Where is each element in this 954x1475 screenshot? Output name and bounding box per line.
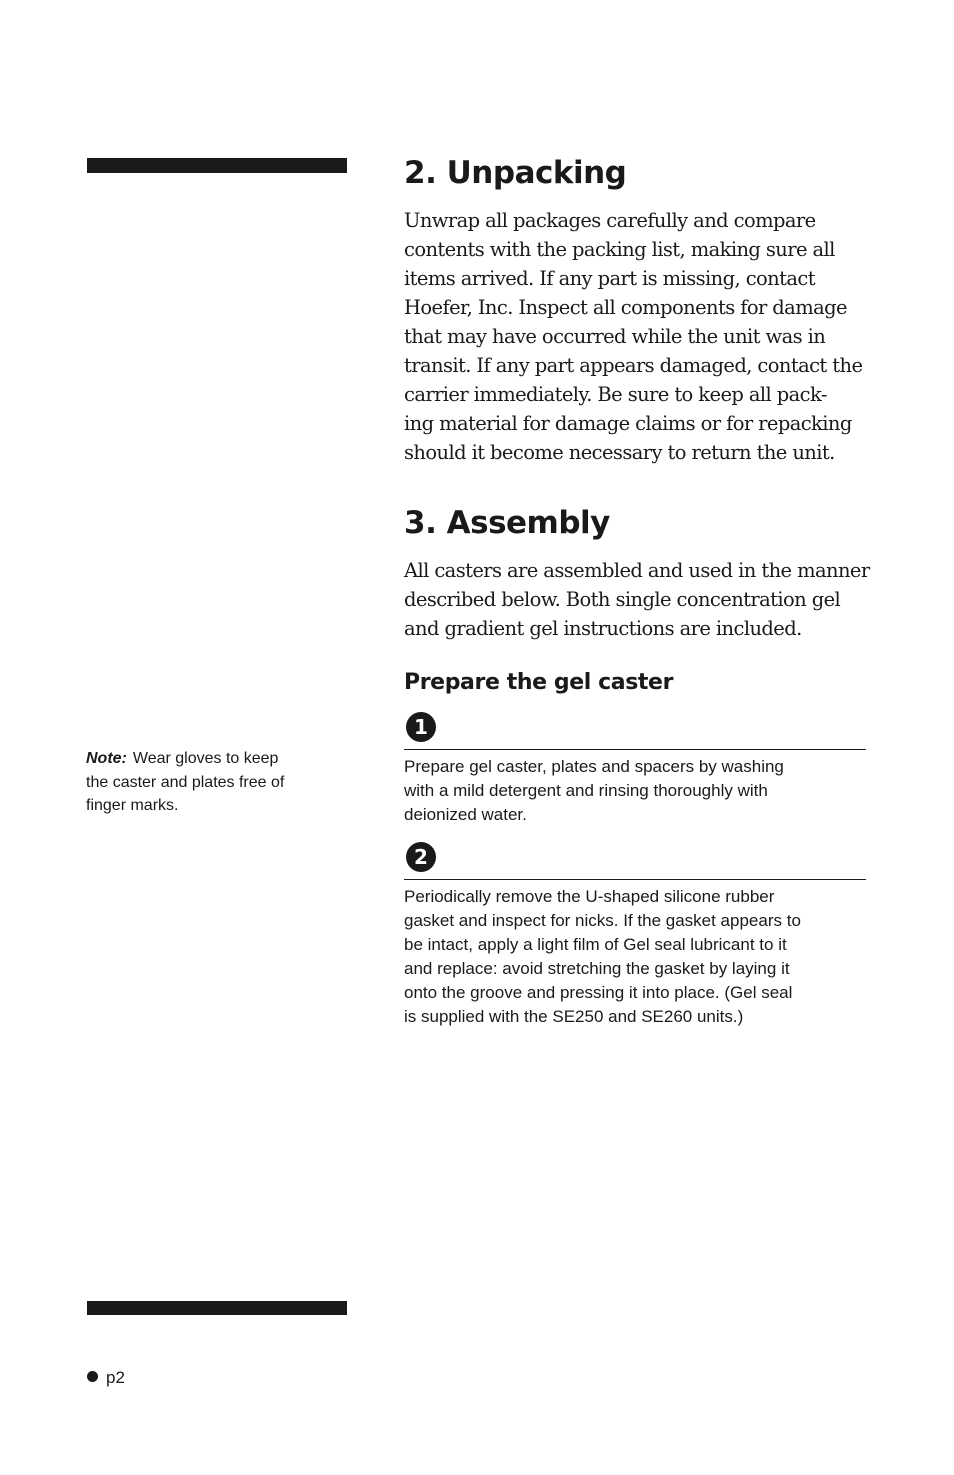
paragraph-line: that may have occurred while the unit was in <box>404 325 826 348</box>
paragraph-line: and gradient gel instructions are included. <box>404 617 802 640</box>
note-text-line: finger marks. <box>86 797 179 814</box>
step-text-line: is supplied with the SE250 and SE260 units.) <box>404 1007 744 1026</box>
paragraph-line: Hoefer, Inc. Inspect all components for damage <box>404 296 847 319</box>
assembly-paragraph <box>404 556 870 643</box>
step-text-line: Periodically remove the U-shaped silicone rubber <box>404 887 775 906</box>
step-divider <box>404 879 866 880</box>
step-text <box>404 885 870 1029</box>
page-footer <box>87 1367 125 1389</box>
section-heading-assembly: 3. Assembly <box>404 505 610 541</box>
sidebar-bottom-rule <box>87 1301 347 1315</box>
step-text-line: and replace: avoid stretching the gasket by laying it <box>404 959 790 978</box>
step-text-line: be intact, apply a light film of Gel seal lubricant to it <box>404 935 787 954</box>
paragraph-line: should it become necessary to return the unit. <box>404 441 835 464</box>
unpacking-paragraph <box>404 206 870 467</box>
step-text-line: Prepare gel caster, plates and spacers by washing <box>404 757 784 776</box>
main-column <box>404 150 870 1029</box>
note-text-line: Wear gloves to keep <box>132 750 279 767</box>
step-divider <box>404 749 866 750</box>
side-note <box>86 747 326 818</box>
step-number-badge: 2 <box>406 842 436 872</box>
sidebar-top-rule <box>87 158 347 173</box>
paragraph-line: ing material for damage claims or for repacking <box>404 412 852 435</box>
paragraph-line: All casters are assembled and used in the manner <box>404 559 870 582</box>
paragraph-line: contents with the packing list, making sure all <box>404 238 835 261</box>
step-text <box>404 755 870 827</box>
step-text-line: with a mild detergent and rinsing thoroughly with <box>404 781 768 800</box>
paragraph-line: transit. If any part appears damaged, contact the <box>404 354 863 377</box>
paragraph-line: carrier immediately. Be sure to keep all pack- <box>404 383 827 406</box>
step-text-line: deionized water. <box>404 805 527 824</box>
subheading-prepare-gel-caster: Prepare the gel caster <box>404 670 674 695</box>
note-text-line: the caster and plates free of <box>86 773 285 791</box>
note-label: Note: <box>86 750 127 767</box>
page-number: p2 <box>106 1368 125 1387</box>
step-text-line: onto the groove and pressing it into place. (Gel seal <box>404 983 793 1002</box>
bullet-icon <box>87 1371 98 1382</box>
section-heading-unpacking: 2. Unpacking <box>404 155 627 191</box>
paragraph-line: Unwrap all packages carefully and compare <box>404 209 816 232</box>
paragraph-line: items arrived. If any part is missing, contact <box>404 267 815 290</box>
step-number-badge: 1 <box>406 712 436 742</box>
paragraph-line: described below. Both single concentration gel <box>404 588 841 611</box>
step-text-line: gasket and inspect for nicks. If the gasket appears to <box>404 911 801 930</box>
